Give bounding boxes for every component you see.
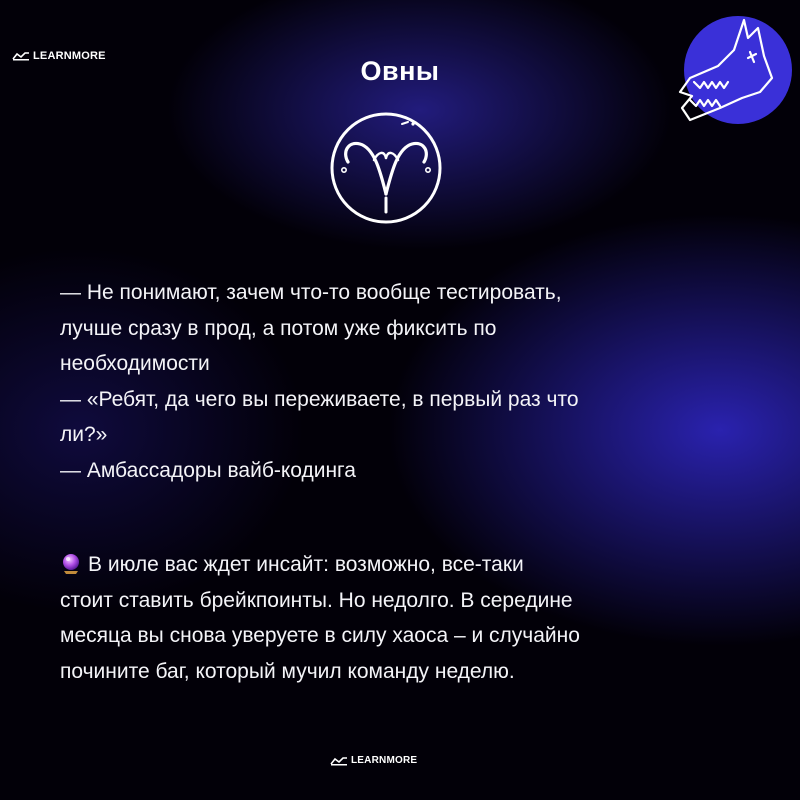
- forecast-text: В июле вас ждет инсайт: возможно, все-таки: [88, 553, 524, 576]
- crystal-ball-icon: [60, 553, 82, 575]
- brand-logo-text: LEARNMORE: [33, 50, 106, 62]
- quote-line: — «Ребят, да чего вы переживаете, в первый раз что: [60, 387, 579, 411]
- forecast-line: [60, 547, 760, 583]
- brand-logo-bottom: [330, 755, 417, 766]
- wolf-head-icon: [660, 8, 792, 134]
- page-title: Овны: [360, 56, 440, 86]
- quote-block: [60, 275, 760, 488]
- quote-line: — Амбассадоры вайб-кодинга: [60, 458, 356, 482]
- logo-mark-icon: [330, 756, 348, 766]
- brand-logo-text: LEARNMORE: [351, 755, 418, 766]
- forecast-line: стоит ставить брейкпоинты. Но недолго. В середине: [60, 588, 573, 612]
- quote-line: необходимости: [60, 352, 210, 375]
- forecast-line: месяца вы снова уверуете в силу хаоса – и случайно: [60, 624, 580, 647]
- forecast-block: [60, 547, 760, 689]
- quote-line: ли?»: [60, 423, 108, 446]
- quote-line: лучше сразу в прод, а потом уже фиксить по: [60, 316, 497, 340]
- forecast-line: почините баг, который мучил команду неделю.: [60, 659, 515, 683]
- quote-line: — Не понимают, зачем что-то вообще тестировать,: [60, 281, 562, 304]
- aries-sign-icon: [328, 110, 444, 226]
